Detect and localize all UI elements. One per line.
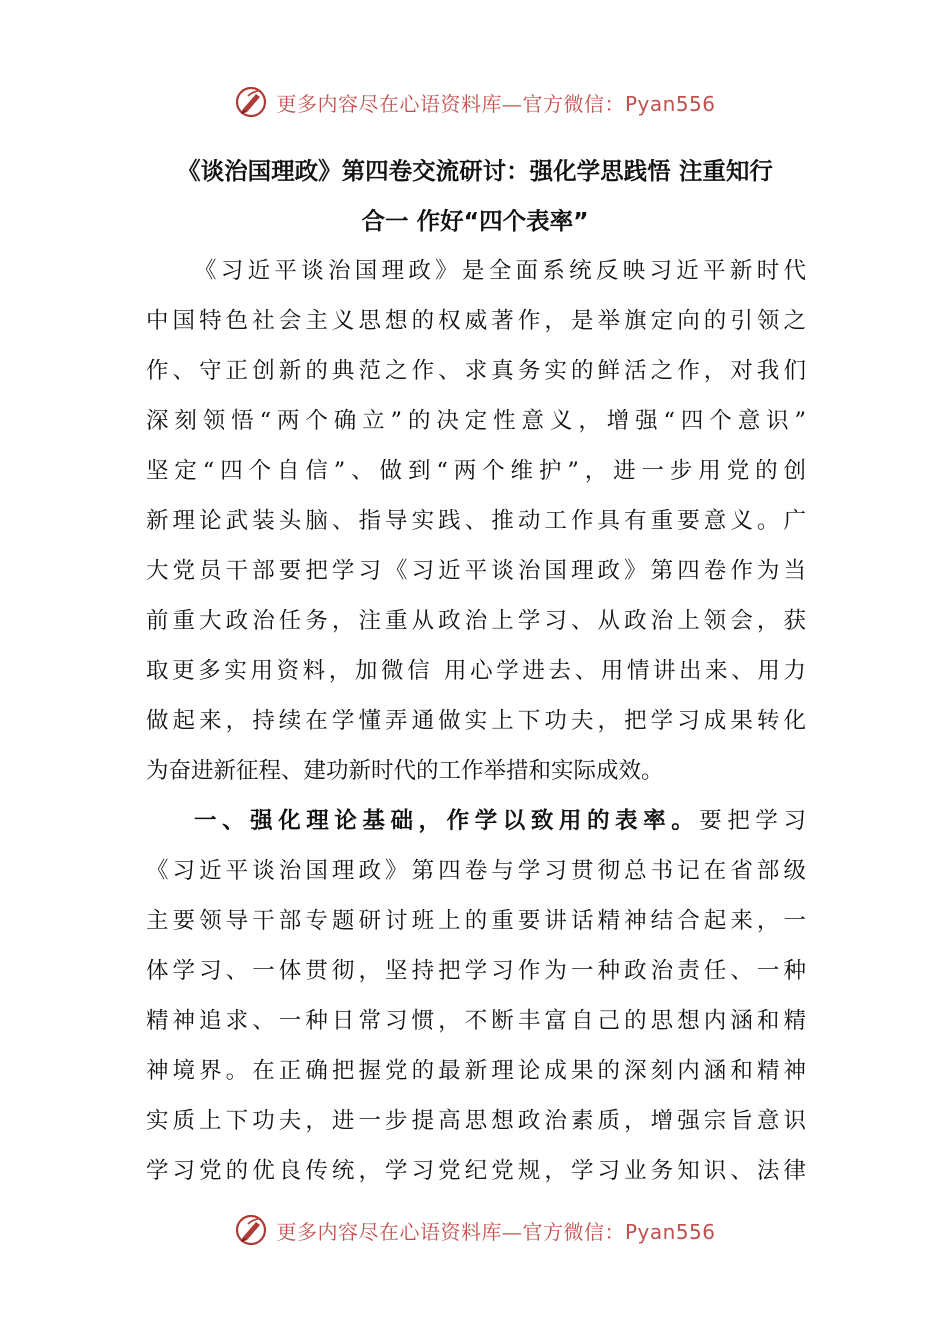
paragraph-1-line: 为奋进新征程、建功新时代的工作举措和实际成效。 [146,758,664,784]
paragraph-1-line: 作、守正创新的典范之作、求真务实的鲜活之作，对我们 [146,358,806,384]
paragraph-2-line: 神境界。在正确把握党的最新理论成果的深刻内涵和精神 [146,1058,806,1084]
paragraph-2-line: 精神追求、一种日常习惯，不断丰富自己的思想内涵和精 [146,1008,806,1034]
paragraph-1-line: 新理论武装头脑、指导实践、推动工作具有重要意义。广 [146,508,806,534]
footer-watermark-handle: Pyan556 [624,1219,716,1244]
paragraph-2-first-line [194,796,806,846]
paragraph-1-line: 取更多实用资料，加微信 用心学进去、用情讲出来、用力 [146,658,806,684]
paragraph-2-line: 实质上下功夫，进一步提高思想政治素质，增强宗旨意识 [146,1108,806,1134]
paragraph-1-line: 前重大政治任务，注重从政治上学习、从政治上领会，获 [146,608,806,634]
paragraph-2-first-line-rest: 要把学习 [699,808,806,834]
pen-logo-icon [234,1213,268,1247]
footer-watermark-banner [0,1208,950,1252]
paragraph-1-line: 《习近平谈治国理政》是全面系统反映习近平新时代 [194,258,806,284]
paragraph-1-line: 做起来，持续在学懂弄通做实上下功夫，把学习成果转化 [146,708,806,734]
footer-watermark-text [276,1216,715,1245]
header-watermark-banner [0,80,950,124]
paragraph-2-line: 学习党的优良传统，学习党纪党规，学习业务知识、法律 [146,1158,806,1184]
header-watermark-handle: Pyan556 [624,91,716,116]
document-title-line-2: 合一 作好“四个表率” [361,207,589,235]
paragraph-1-line: 坚定“四个自信”、做到“两个维护”，进一步用党的创 [146,458,806,484]
paragraph-1-line: 大党员干部要把学习《习近平谈治国理政》第四卷作为当 [146,558,806,584]
paragraph-2-line: 主要领导干部专题研讨班上的重要讲话精神结合起来，一 [146,908,806,934]
paragraph-2-line: 体学习、一体贯彻，坚持把学习作为一种政治责任、一种 [146,958,806,984]
section-heading-1: 一、强化理论基础，作学以致用的表率。 [194,808,700,834]
header-watermark-text [276,88,715,117]
paragraph-2-line: 《习近平谈治国理政》第四卷与学习贯彻总书记在省部级 [146,858,806,884]
document-title-line-1: 《谈治国理政》第四卷交流研讨：强化学思践悟 注重知行 [177,157,773,185]
paragraph-1-line: 深刻领悟“两个确立”的决定性意义，增强“四个意识” [146,408,806,434]
header-watermark-label: 更多内容尽在心语资料库—官方微信： [276,91,625,116]
footer-watermark-label: 更多内容尽在心语资料库—官方微信： [276,1219,625,1244]
pen-logo-icon [234,85,268,119]
paragraph-1-line: 中国特色社会主义思想的权威著作，是举旗定向的引领之 [146,308,806,334]
